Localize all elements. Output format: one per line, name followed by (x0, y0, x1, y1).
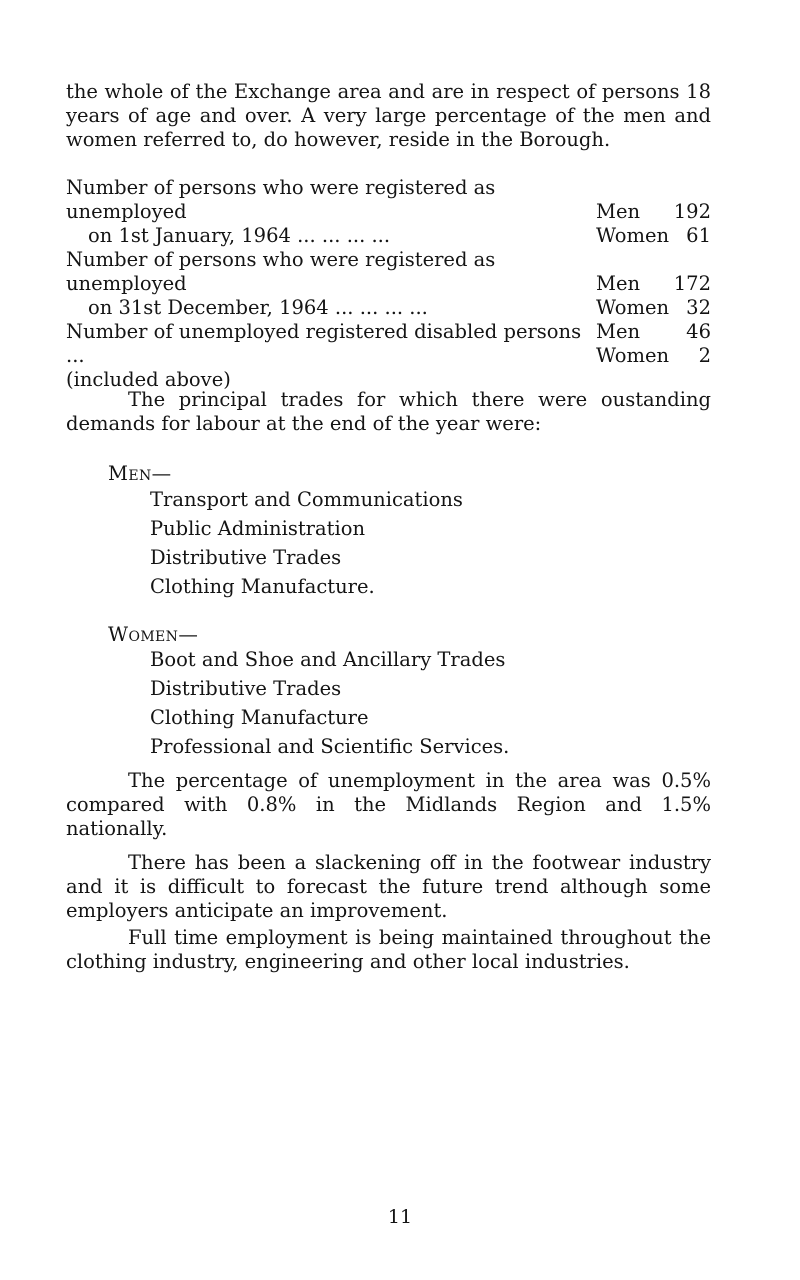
women-row (596, 224, 711, 248)
trades-intro: The principal trades for which there were oustanding demands for labour at the end of the year were: (66, 388, 711, 435)
men-trades-list (150, 485, 463, 601)
stat-values (596, 272, 711, 320)
page-number: 11 (387, 1206, 413, 1228)
stat-label (66, 176, 586, 248)
stat-label (66, 248, 586, 320)
men-label: Men (596, 272, 641, 295)
men-value: 172 (673, 272, 711, 295)
women-row (596, 296, 711, 320)
list-item: Clothing Manufacture (150, 706, 369, 729)
list-item: Professional and Scientific Services. (150, 735, 510, 758)
women-value: 61 (686, 224, 711, 247)
percentage-paragraph: The percentage of unemployment in the area was 0.5% compared with 0.8% in the Midlands Region and 1.5% nationally. (66, 769, 711, 840)
women-heading: Women— (108, 623, 199, 646)
stat-label-line2: on 1st January, 1964 ... ... ... ... (88, 224, 391, 247)
women-label: Women (596, 224, 670, 247)
stat-unemployed-jan (66, 176, 711, 247)
stat-label (66, 320, 586, 392)
men-heading: Men— (108, 462, 172, 485)
men-label: Men (596, 200, 641, 223)
intro-paragraph: the whole of the Exchange area and are in respect of persons 18 years of age and over. A very large percentage of the men and women referred to, do however, reside in the Borough. (66, 80, 711, 151)
employment-paragraph: Full time employment is being maintained throughout the clothing industry, engineering and other local industries. (66, 926, 711, 973)
stat-label-line2: on 31st December, 1964 ... ... ... ... (88, 296, 428, 319)
list-item: Clothing Manufacture. (150, 575, 375, 598)
men-row (596, 320, 711, 344)
stat-label-line2: (included above) (66, 368, 231, 391)
men-row (596, 200, 711, 224)
stat-values (596, 200, 711, 248)
list-item: Distributive Trades (150, 677, 342, 700)
women-label: Women (596, 296, 670, 319)
stat-values (596, 320, 711, 368)
men-value: 192 (673, 200, 711, 223)
women-row (596, 344, 711, 368)
stat-unemployed-dec (66, 248, 711, 319)
list-item: Public Administration (150, 517, 366, 540)
list-item: Distributive Trades (150, 546, 342, 569)
men-value: 46 (686, 320, 711, 343)
women-value: 2 (698, 344, 711, 367)
women-trades-list (150, 645, 509, 761)
stat-label-line1: Number of unemployed registered disabled persons ... (66, 320, 582, 367)
list-item: Boot and Shoe and Ancillary Trades (150, 648, 506, 671)
stat-label-line1: Number of persons who were registered as unemployed (66, 248, 496, 295)
men-label: Men (596, 320, 641, 343)
stat-label-line1: Number of persons who were registered as unemployed (66, 176, 496, 223)
stat-disabled (66, 320, 711, 391)
footwear-paragraph: There has been a slackening off in the footwear industry and it is difficult to forecast the future trend although some employers anticipate an improvement. (66, 851, 711, 922)
women-label: Women (596, 344, 670, 367)
men-row (596, 272, 711, 296)
women-value: 32 (686, 296, 711, 319)
list-item: Transport and Communications (150, 488, 463, 511)
